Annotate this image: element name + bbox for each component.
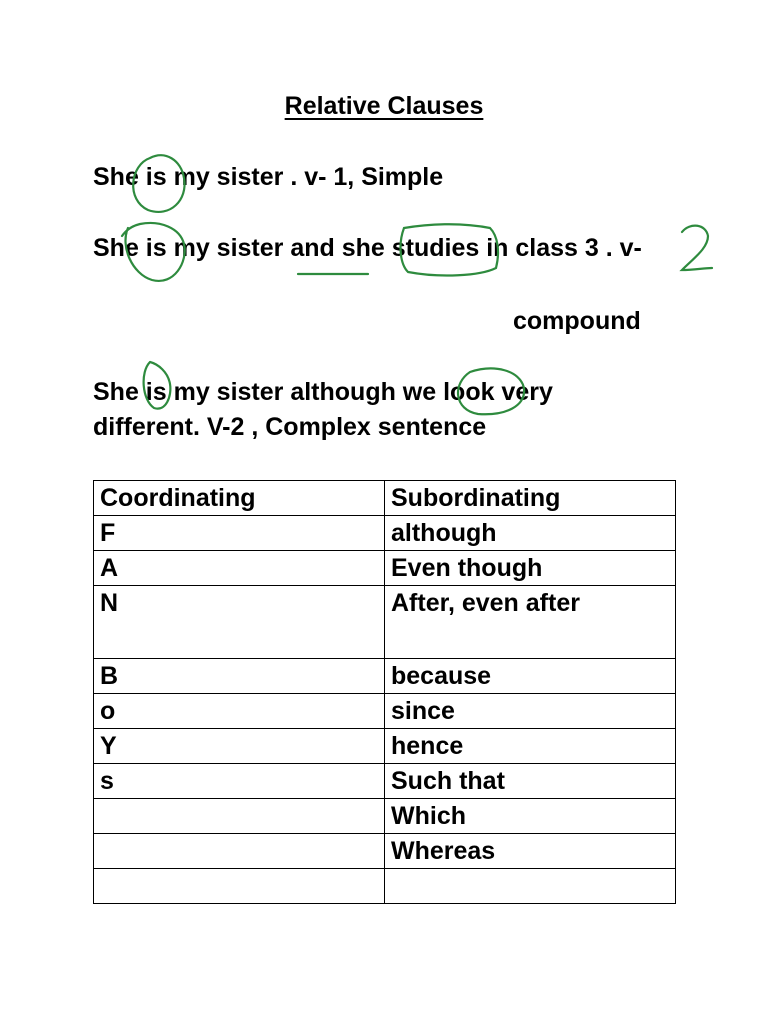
cell-coordinating — [94, 869, 385, 904]
sentence-compound-label: compound — [513, 307, 641, 335]
cell-subordinating: Whereas — [385, 834, 676, 869]
conjunctions-table — [93, 480, 676, 904]
table-row — [94, 551, 676, 586]
cell-coordinating — [94, 834, 385, 869]
cell-subordinating: After, even after — [385, 586, 676, 659]
cell-subordinating — [385, 869, 676, 904]
cell-coordinating: s — [94, 764, 385, 799]
page-title — [0, 94, 768, 119]
table-row — [94, 764, 676, 799]
cell-subordinating: Such that — [385, 764, 676, 799]
cell-subordinating: Which — [385, 799, 676, 834]
header-subordinating: Subordinating — [385, 481, 676, 516]
cell-coordinating: o — [94, 694, 385, 729]
cell-coordinating — [94, 799, 385, 834]
cell-subordinating: hence — [385, 729, 676, 764]
table-row — [94, 869, 676, 904]
table-row — [94, 586, 676, 659]
ink-number-two — [682, 226, 712, 270]
table-row — [94, 659, 676, 694]
table-row — [94, 799, 676, 834]
table-row — [94, 694, 676, 729]
cell-subordinating: Even though — [385, 551, 676, 586]
cell-coordinating: Y — [94, 729, 385, 764]
table-row — [94, 516, 676, 551]
table-row — [94, 729, 676, 764]
cell-coordinating: F — [94, 516, 385, 551]
table-header-row — [94, 481, 676, 516]
table-row — [94, 834, 676, 869]
cell-subordinating: because — [385, 659, 676, 694]
sentence-complex-line-2: different. V-2 , Complex sentence — [93, 413, 487, 441]
header-coordinating: Coordinating — [94, 481, 385, 516]
cell-subordinating: since — [385, 694, 676, 729]
cell-subordinating: although — [385, 516, 676, 551]
sentence-complex-line-1: She is my sister although we look very — [93, 378, 553, 406]
page-title-text: Relative Clauses — [284, 92, 484, 120]
sentence-compound: She is my sister and she studies in class 3 . v- — [93, 234, 642, 262]
cell-coordinating: A — [94, 551, 385, 586]
sentence-simple: She is my sister . v- 1, Simple — [93, 163, 444, 191]
cell-coordinating: B — [94, 659, 385, 694]
cell-coordinating: N — [94, 586, 385, 659]
